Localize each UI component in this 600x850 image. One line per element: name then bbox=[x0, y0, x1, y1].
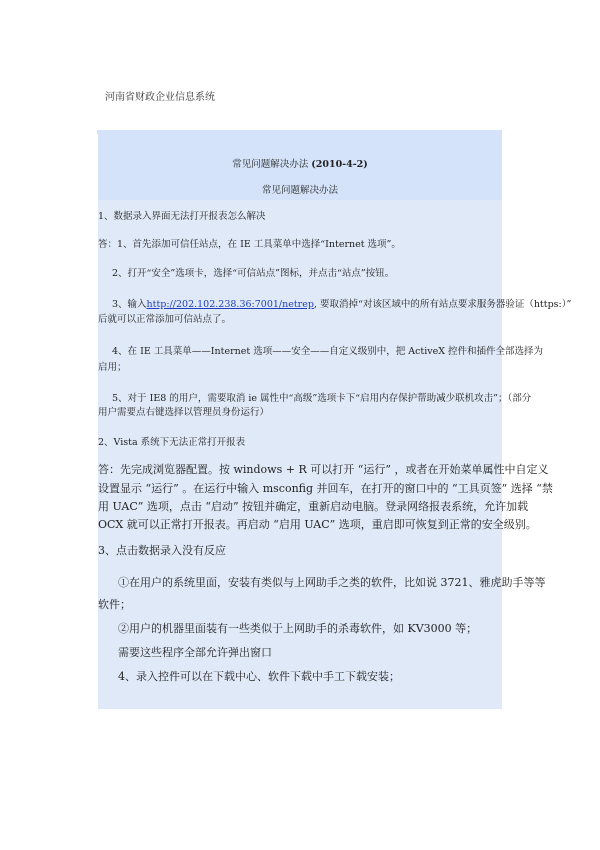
panel-header bbox=[98, 130, 502, 200]
answer-1-step-3 bbox=[112, 296, 571, 310]
answer-1-step-3-cont: 后就可以正常添加可信站点了。 bbox=[98, 314, 232, 325]
answer-1-step-4: 4、在 IE 工具菜单——Internet 选项——安全——自定义级别中，把 ActiveX 控件和插件全部选择为 bbox=[112, 346, 544, 357]
page-title bbox=[98, 156, 502, 170]
answer-2-line-4: OCX 就可以正常打开报表。再启动 “启用 UAC” 选项，重启即可恢复到正常的安全级别。 bbox=[98, 518, 537, 531]
step-3-prefix: 3、输入 bbox=[112, 299, 147, 310]
answer-1-step-1: 答：1、首先添加可信任站点，在 IE 工具菜单中选择“Internet 选项”。 bbox=[98, 239, 401, 250]
step-3-suffix: , 要取消掉“对该区域中的所有站点要求服务器验证（https:）” bbox=[313, 299, 572, 310]
answer-3-item-1-cont: 软件； bbox=[98, 598, 131, 611]
question-2: 2、Vista 系统下无法正常打开报表 bbox=[98, 437, 246, 448]
answer-1-step-5-cont: 用户需要点右键选择以管理员身份运行） bbox=[98, 407, 270, 418]
question-1: 1、数据录入界面无法打开报表怎么解决 bbox=[98, 211, 266, 222]
netrep-link[interactable]: http://202.102.238.36:7001/netrep bbox=[146, 299, 314, 310]
question-3: 3、点击数据录入没有反应 bbox=[98, 544, 226, 557]
site-title: 河南省财政企业信息系统 bbox=[105, 92, 215, 103]
page-subtitle: 常见问题解决办法 bbox=[261, 185, 338, 196]
title-text: 常见问题解决办法 bbox=[232, 159, 309, 170]
answer-2-line-3: 用 UAC” 选项，点击 “启动” 按钮并确定，重新启动电脑。登录网络报表系统，允许加载 bbox=[98, 500, 529, 513]
answer-2-line-2: 设置显示 “运行” 。在运行中输入 msconfig 并回车，在打开的窗口中的 “工具页签” 选择 “禁 bbox=[98, 482, 553, 495]
answer-3-item-2: ②用户的机器里面装有一些类似于上网助手的杀毒软件，如 KV3000 等； bbox=[118, 622, 478, 635]
answer-2-line-1: 答：先完成浏览器配置。按 windows + R 可以打开 “运行” ，或者在开始菜单属性中自定义 bbox=[98, 463, 549, 476]
answer-1-step-5: 5、对于 IE8 的用户，需要取消 ie 属性中“高级”选项卡下“启用内存保护帮助减少联机攻击”；（部分 bbox=[112, 393, 532, 404]
title-date: (2010-4-2) bbox=[311, 159, 368, 170]
answer-1-step-2: 2、打开“安全”选项卡，选择“可信站点”图标，并点击“站点”按钮。 bbox=[112, 268, 395, 279]
answer-3-item-4: 4、录入控件可以在下载中心、软件下载中手工下载安装； bbox=[118, 670, 400, 683]
answer-1-step-4-cont: 启用； bbox=[98, 362, 127, 373]
answer-3-note: 需要这些程序全部允许弹出窗口 bbox=[118, 646, 272, 659]
content-panel bbox=[98, 130, 572, 709]
answer-3-item-1: ①在用户的系统里面，安装有类似与上网助手之类的软件，比如说 3721、雅虎助手等等 bbox=[118, 576, 546, 589]
